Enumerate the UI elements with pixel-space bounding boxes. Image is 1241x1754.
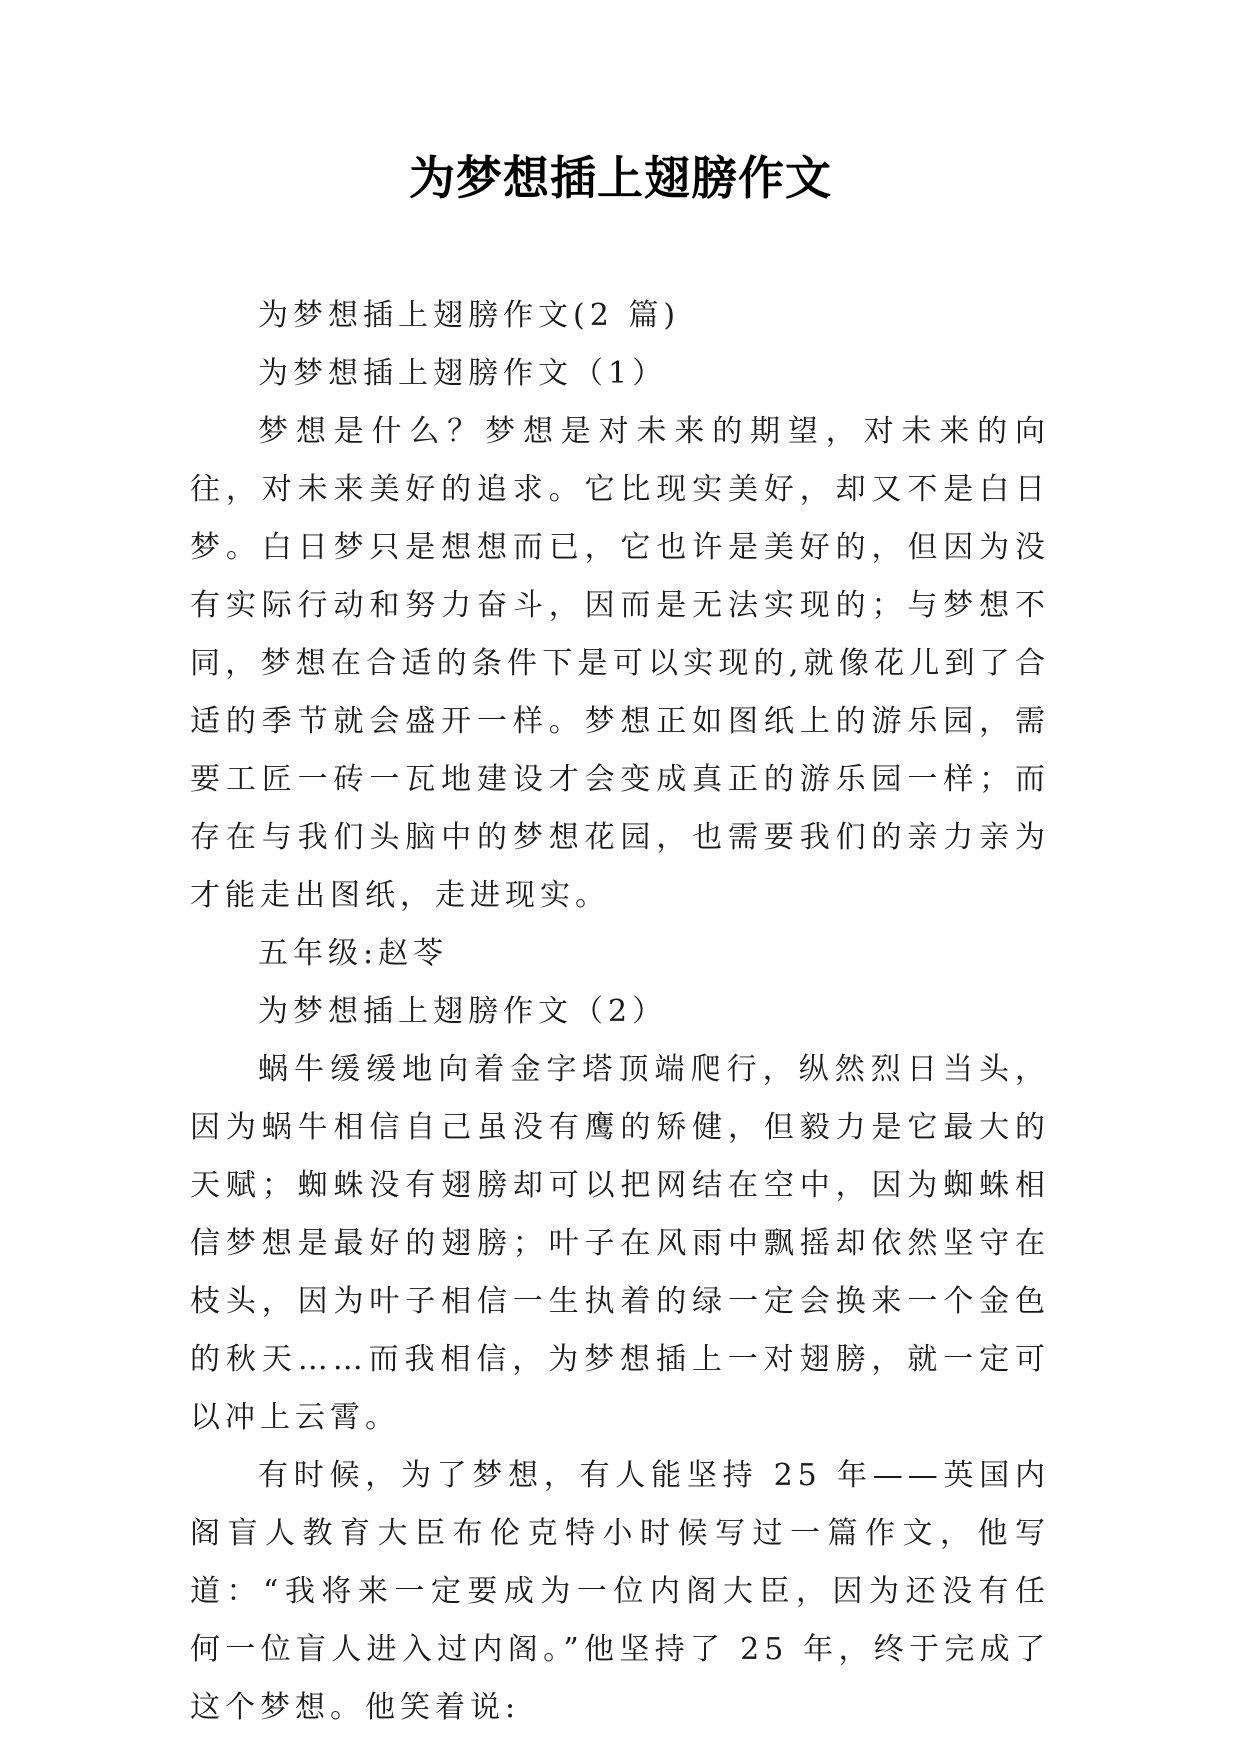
subtitle-line: 为梦想插上翅膀作文(2 篇) — [258, 298, 681, 333]
paragraph-2: 蜗牛缓缓地向着金字塔顶端爬行，纵然烈日当头，因为蜗牛相信自己虽没有鹰的矫健，但毅力是它最大的天赋；蜘蛛没有翅膀却可以把网结在空中，因为蜘蛛相信梦想是最好的翅膀；叶子在风雨中飘摇却依然坚守在枝头，因为叶子相信一生执着的绿一定会换来一个金色的秋天……而我相信，为梦想插上一对翅膀，就一定可以冲上云霄。 — [190, 1052, 1050, 1435]
section-heading-1: 为梦想插上翅膀作文（1） — [258, 356, 668, 391]
document-title: 为梦想插上翅膀作文 — [409, 151, 832, 205]
document-body — [190, 287, 1050, 1737]
paragraph-1: 梦想是什么？梦想是对未来的期望，对未来的向往，对未来美好的追求。它比现实美好，却又不是白日梦。白日梦只是想想而已，它也许是美好的，但因为没有实际行动和努力奋斗，因而是无法实现的；与梦想不同，梦想在合适的条件下是可以实现的,就像花儿到了合适的季节就会盛开一样。梦想正如图纸上的游乐园，需要工匠一砖一瓦地建设才会变成真正的游乐园一样；而存在与我们头脑中的梦想花园，也需要我们的亲力亲为才能走出图纸，走进现实。 — [190, 414, 1050, 913]
author-line: 五年级:赵苓 — [258, 936, 449, 971]
section-heading-2: 为梦想插上翅膀作文（2） — [258, 994, 668, 1029]
paragraph-3: 有时候，为了梦想，有人能坚持 25 年——英国内阁盲人教育大臣布伦克特小时候写过一篇作文，他写道：“我将来一定要成为一位内阁大臣，因为还没有任何一位盲人进入过内阁。”他坚持了 25 年，终于完成了这个梦想。他笑着说: — [190, 1458, 1050, 1725]
